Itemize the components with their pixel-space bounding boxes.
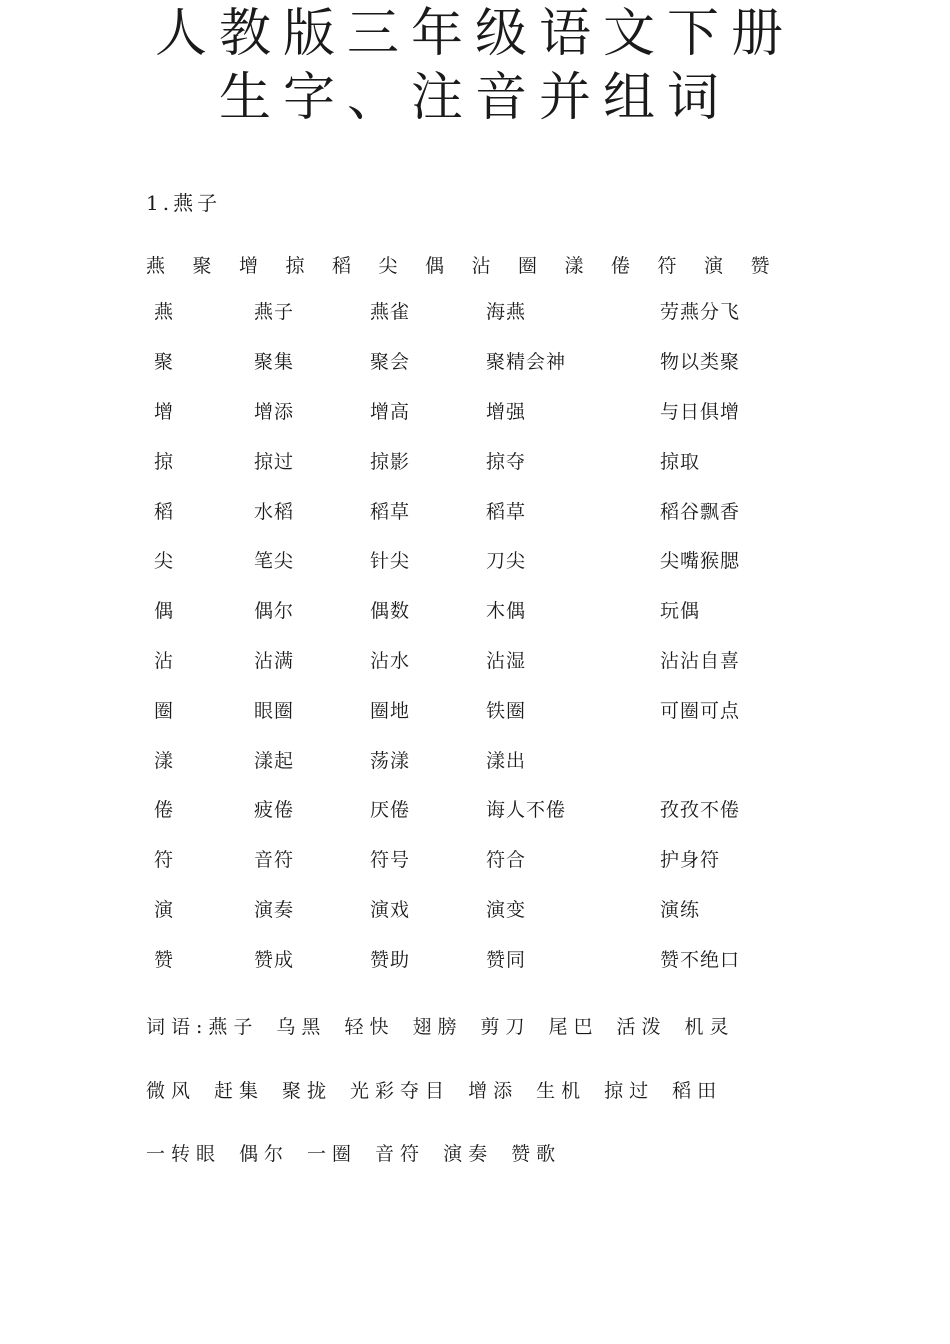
- vocabulary-line-2: [146, 1079, 740, 1103]
- row-character: 符: [154, 849, 175, 872]
- table-row: [154, 435, 780, 485]
- new-character: 燕: [146, 255, 166, 277]
- row-character: 稻: [154, 500, 175, 523]
- word-cell: 铁圈: [486, 699, 527, 722]
- table-row: [154, 884, 780, 934]
- vocabulary-word: 翅膀: [412, 1016, 463, 1038]
- word-cell: 水稻: [254, 500, 295, 523]
- word-cell: 聚集: [254, 351, 295, 374]
- word-cell: 稻草: [486, 500, 527, 523]
- vocabulary-word: 一转眼: [146, 1143, 222, 1165]
- vocabulary-word: 稻田: [672, 1080, 723, 1102]
- new-character: 符: [657, 255, 677, 277]
- vocabulary-word: 聚拢: [282, 1080, 333, 1102]
- row-character: 沾: [154, 649, 175, 672]
- row-character: 漾: [154, 749, 175, 772]
- row-character: 聚: [154, 351, 175, 374]
- word-table-body: [154, 286, 780, 983]
- new-character: 圈: [518, 255, 538, 277]
- new-character: 赞: [750, 255, 770, 277]
- word-cell: 增添: [254, 400, 295, 423]
- word-cell: 劳燕分飞: [660, 301, 741, 324]
- new-character: 漾: [564, 255, 584, 277]
- table-row: [154, 635, 780, 685]
- word-cell: 掠过: [254, 450, 295, 473]
- word-cell: 孜孜不倦: [660, 799, 741, 822]
- row-character: 倦: [154, 799, 175, 822]
- row-character: 演: [154, 898, 175, 921]
- vocabulary-word: 一圈: [307, 1143, 358, 1165]
- word-cell: 木偶: [486, 600, 527, 623]
- word-cell: 掠夺: [486, 450, 527, 473]
- vocabulary-label: 词语:: [146, 1016, 209, 1038]
- row-character: 增: [154, 400, 175, 423]
- vocabulary-word: 增添: [468, 1080, 519, 1102]
- row-character: 赞: [154, 948, 175, 971]
- word-cell: 稻谷飘香: [660, 500, 741, 523]
- new-character: 聚: [192, 255, 212, 277]
- word-cell: 增高: [370, 400, 411, 423]
- table-row: [154, 784, 780, 834]
- vocabulary-word: 赶集: [214, 1080, 265, 1102]
- vocabulary-word: 轻快: [344, 1016, 395, 1038]
- word-cell: 玩偶: [660, 600, 701, 623]
- word-cell: 赞不绝口: [660, 948, 741, 971]
- word-cell: 眼圈: [254, 699, 295, 722]
- word-cell: 漾起: [254, 749, 295, 772]
- word-cell: 尖嘴猴腮: [660, 550, 741, 573]
- table-row: [154, 286, 780, 336]
- vocabulary-word: 赞歌: [511, 1143, 562, 1165]
- new-character: 偶: [425, 255, 445, 277]
- word-cell: 沾满: [254, 649, 295, 672]
- table-row: [154, 834, 780, 884]
- word-cell: 沾湿: [486, 649, 527, 672]
- new-character: 增: [239, 255, 259, 277]
- new-character: 尖: [378, 255, 398, 277]
- table-row: [154, 684, 780, 734]
- new-character: 倦: [611, 255, 631, 277]
- word-cell: 厌倦: [370, 799, 411, 822]
- word-cell: 疲倦: [254, 799, 295, 822]
- word-cell: 圈地: [370, 699, 411, 722]
- word-cell: 赞助: [370, 948, 411, 971]
- word-cell: 与日俱增: [660, 400, 741, 423]
- new-character: 掠: [285, 255, 305, 277]
- word-cell: 赞成: [254, 948, 295, 971]
- vocabulary-word: 掠过: [604, 1080, 655, 1102]
- word-cell: 刀尖: [486, 550, 527, 573]
- word-cell: 偶尔: [254, 600, 295, 623]
- word-cell: 燕雀: [370, 301, 411, 324]
- word-cell: 聚会: [370, 351, 411, 374]
- word-cell: 音符: [254, 849, 295, 872]
- document-title-line-1: 人教版三年级语文下册: [154, 4, 795, 64]
- lesson-heading: 1.燕子: [146, 191, 222, 215]
- vocabulary-word: 音符: [375, 1143, 426, 1165]
- vocabulary-word: 生机: [536, 1080, 587, 1102]
- vocabulary-line-1: [146, 1015, 753, 1039]
- table-row: [154, 336, 780, 386]
- vocabulary-word: 活泼: [616, 1016, 667, 1038]
- word-cell: 增强: [486, 400, 527, 423]
- table-row: [154, 933, 780, 983]
- vocabulary-word: 剪刀: [480, 1016, 531, 1038]
- table-row: [154, 485, 780, 535]
- word-cell: 演变: [486, 898, 527, 921]
- vocabulary-word: 演奏: [443, 1143, 494, 1165]
- vocabulary-line-3: [146, 1142, 579, 1166]
- word-cell: 稻草: [370, 500, 411, 523]
- word-cell: 聚精会神: [486, 351, 567, 374]
- word-cell: 可圈可点: [660, 699, 741, 722]
- word-cell: 荡漾: [370, 749, 411, 772]
- word-cell: 符号: [370, 849, 411, 872]
- new-character-strip: [146, 254, 797, 278]
- word-cell: 演戏: [370, 898, 411, 921]
- vocabulary-word: 微风: [146, 1080, 197, 1102]
- vocabulary-word: 偶尔: [239, 1143, 290, 1165]
- word-cell: 沾水: [370, 649, 411, 672]
- word-cell: 漾出: [486, 749, 527, 772]
- vocabulary-word: 机灵: [684, 1016, 735, 1038]
- word-cell: 燕子: [254, 301, 295, 324]
- table-row: [154, 585, 780, 635]
- word-cell: 物以类聚: [660, 351, 741, 374]
- vocabulary-word: 光彩夺目: [350, 1080, 451, 1102]
- character-word-table: [154, 286, 780, 983]
- table-row: [154, 734, 780, 784]
- word-cell: 海燕: [486, 301, 527, 324]
- word-cell: 笔尖: [254, 550, 295, 573]
- document-title-line-2: 生字、注音并组词: [218, 68, 731, 128]
- new-character: 沾: [471, 255, 491, 277]
- word-cell: 赞同: [486, 948, 527, 971]
- table-row: [154, 535, 780, 585]
- new-character: 演: [704, 255, 724, 277]
- word-cell: 针尖: [370, 550, 411, 573]
- word-cell: 演奏: [254, 898, 295, 921]
- word-cell: 掠取: [660, 450, 701, 473]
- new-character: 稻: [332, 255, 352, 277]
- word-cell: [660, 734, 780, 784]
- word-cell: 沾沾自喜: [660, 649, 741, 672]
- row-character: 燕: [154, 301, 175, 324]
- word-cell: 符合: [486, 849, 527, 872]
- word-cell: 偶数: [370, 600, 411, 623]
- table-row: [154, 386, 780, 436]
- word-cell: 掠影: [370, 450, 411, 473]
- row-character: 偶: [154, 600, 175, 623]
- row-character: 圈: [154, 699, 175, 722]
- vocabulary-word: 尾巴: [548, 1016, 599, 1038]
- row-character: 掠: [154, 450, 175, 473]
- word-cell: 演练: [660, 898, 701, 921]
- row-character: 尖: [154, 550, 175, 573]
- word-cell: 诲人不倦: [486, 799, 567, 822]
- vocabulary-word: 燕子: [208, 1016, 259, 1038]
- word-cell: 护身符: [660, 849, 721, 872]
- vocabulary-word: 乌黑: [276, 1016, 327, 1038]
